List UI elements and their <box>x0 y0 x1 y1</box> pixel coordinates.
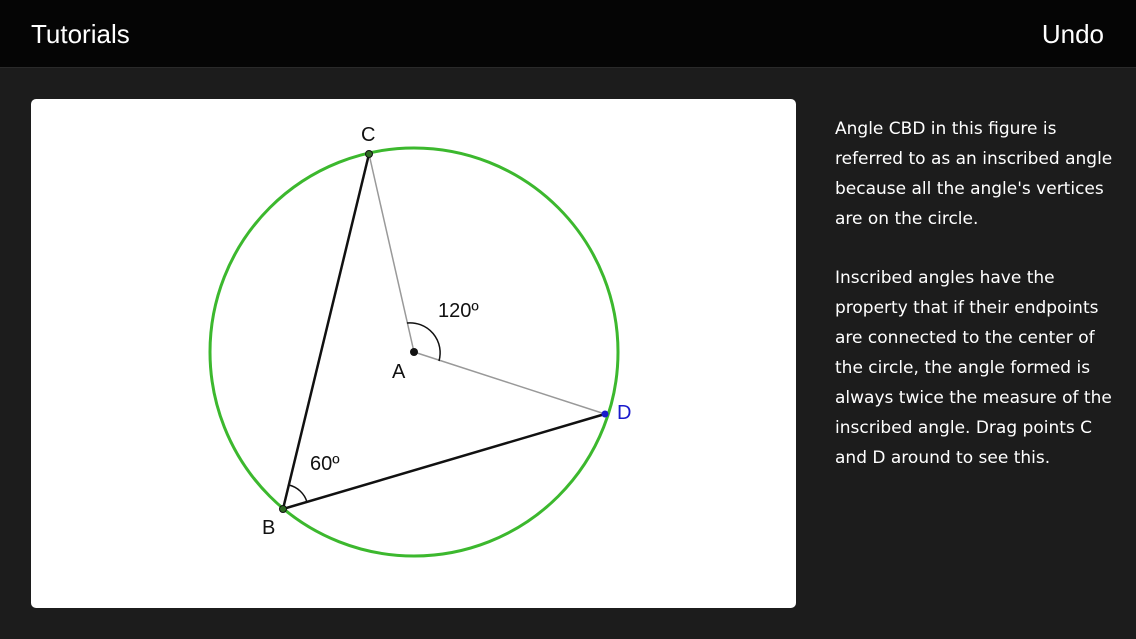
top-bar <box>0 0 1136 68</box>
explanation-panel <box>835 114 1125 502</box>
geometry-canvas[interactable] <box>31 99 796 608</box>
explanation-paragraph-2: Inscribed angles have the property that if their endpoints are connected to the center of the circle, the angle formed is always twice the measure of the inscribed angle. Drag points C and D around to see this. <box>835 268 1112 468</box>
geometry-figure <box>31 99 796 608</box>
tutorials-button[interactable]: Tutorials <box>31 19 130 49</box>
label-a: A <box>392 361 406 383</box>
point-d-handle[interactable] <box>602 411 609 418</box>
label-b: B <box>262 517 276 539</box>
point-a <box>410 348 418 356</box>
inscribed-angle-arc <box>289 485 307 502</box>
explanation-paragraph-1: Angle CBD in this figure is referred to as an inscribed angle because all the angle's vertices are on the circle. <box>835 119 1113 229</box>
central-angle-label: 120º <box>438 300 479 322</box>
radius-ad <box>414 352 605 414</box>
point-c-handle[interactable] <box>366 151 373 158</box>
undo-button[interactable]: Undo <box>1041 19 1104 49</box>
point-b <box>280 506 287 513</box>
inscribed-angle-label: 60º <box>310 453 340 475</box>
label-d: D <box>617 402 632 424</box>
label-c: C <box>361 124 376 146</box>
